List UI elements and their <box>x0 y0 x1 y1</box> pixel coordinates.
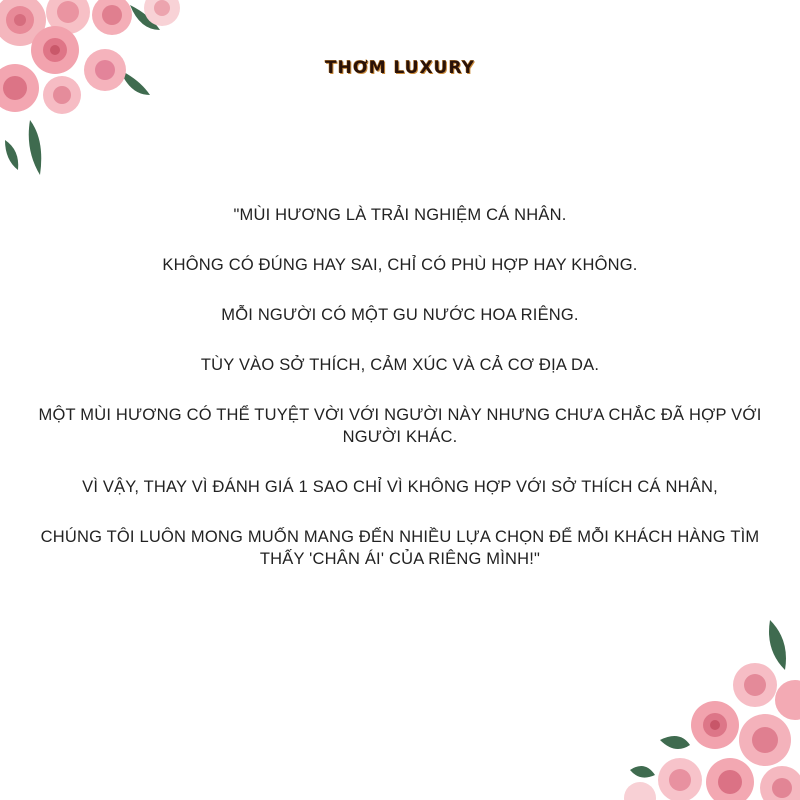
quote-block <box>0 204 800 598</box>
quote-line: KHÔNG CÓ ĐÚNG HAY SAI, CHỈ CÓ PHÙ HỢP HAY KHÔNG. <box>162 256 638 274</box>
roses-bottom-right-decoration <box>620 610 800 800</box>
quote-paragraph <box>0 404 800 448</box>
brand-logo-text: THƠM LUXURY <box>325 58 475 78</box>
quote-paragraph <box>0 254 800 276</box>
quote-paragraph <box>0 354 800 376</box>
quote-line: TÙY VÀO SỞ THÍCH, CẢM XÚC VÀ CẢ CƠ ĐỊA DA. <box>200 356 600 374</box>
quote-paragraph <box>0 526 800 570</box>
quote-paragraph <box>0 304 800 326</box>
quote-line: "MÙI HƯƠNG LÀ TRẢI NGHIỆM CÁ NHÂN. <box>233 206 567 224</box>
quote-line: THẤY 'CHÂN ÁI' CỦA RIÊNG MÌNH!" <box>259 550 541 568</box>
quote-paragraph <box>0 476 800 498</box>
quote-line: NGƯỜI KHÁC. <box>342 428 458 446</box>
quote-line: MỖI NGƯỜI CÓ MỘT GU NƯỚC HOA RIÊNG. <box>221 306 579 324</box>
quote-paragraph <box>0 204 800 226</box>
roses-top-left-decoration <box>0 0 200 180</box>
quote-line: VÌ VẬY, THAY VÌ ĐÁNH GIÁ 1 SAO CHỈ VÌ KHÔNG HỢP VỚI SỞ THÍCH CÁ NHÂN, <box>82 478 718 496</box>
quote-line: CHÚNG TÔI LUÔN MONG MUỐN MANG ĐẾN NHIỀU LỰA CHỌN ĐỂ MỖI KHÁCH HÀNG TÌM <box>40 528 760 546</box>
quote-line: MỘT MÙI HƯƠNG CÓ THỂ TUYỆT VỜI VỚI NGƯỜI NÀY NHƯNG CHƯA CHẮC ĐÃ HỢP VỚI <box>38 406 762 424</box>
